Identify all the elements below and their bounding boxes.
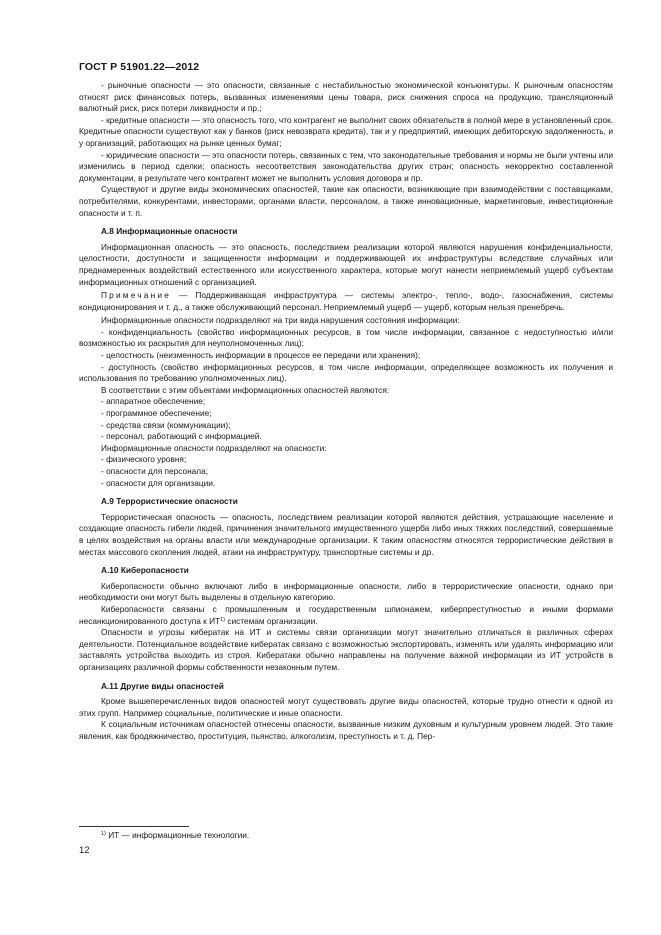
page-body (79, 80, 613, 742)
paragraph-social-hazards: К социальным источникам опасностей отнесены опасности, вызванные низким духовным и культурным уровнем людей. Это такие явления, как бродяжничество, проституция, пьянство, алкоголизм, преступность и т. д. Пер- (79, 719, 613, 741)
paragraph-cyber-attacks: Опасности и угрозы кибератак на ИТ и системы связи организации могут значительно отличаться в различных сферах деятельности. Потенциальное воздействие кибератак связано с возможностью экспортировать, изменять или удалять информацию или заставлять устройства выходить из строя. Кибератаки обычно направлены на получение важной информации из ИТ устройств в организациях различной формы собственности незаконным путем. (79, 627, 613, 672)
paragraph-info-objects: В соответствии с этим объектами информационных опасностей являются: (101, 384, 390, 395)
paragraph-other-economic: Существуют и другие виды экономических опасностей, такие как опасности, возникающие при взаимодействии с поставщиками, потребителями, конкурентами, инвесторами, органами власти, персоналом, а также инновационные, маркетинговые, инвестиционные опасности и т. п. (79, 184, 613, 218)
list-item-confidentiality: - конфиденциальность (свойство информационных ресурсов, в том числе информации, связанное с недоступностью и/или возможностью их раскрытия для неуполномоченных лиц); (79, 326, 613, 349)
footnote-text: ИТ — информационные технологии. (108, 830, 250, 840)
paragraph-info-levels: Информационные опасности подразделяют на опасности: (101, 442, 327, 453)
cyber-sources-text: Киберопасности связаны с промышленным и государственным шпионажем, киберпреступностью и иными формами несанкционированного доступа к ИТ (79, 603, 613, 626)
footnote-divider (79, 826, 189, 827)
footnote (101, 830, 249, 841)
footnote-reference[interactable]: 1) (220, 616, 226, 623)
note-paragraph (79, 290, 613, 313)
list-item-hardware: - аппаратное обеспечение; (101, 396, 206, 407)
paragraph-info-types: Информационные опасности подразделяют на три вида нарушения состояния информации: (101, 315, 460, 326)
list-item-integrity: - целостность (неизменность информации в процессе ее передачи или хранения); (101, 350, 421, 361)
paragraph-legal-risks: - юридические опасности — это опасности потерь, связанных с тем, что законодательные требования и нормы не были учтены или изменились в период сделки; опасность несоответствия законодательства других стран; опасность некорректно составленной документации, в результате чего контрагент может не выполнить условия договора и пр. (79, 149, 613, 183)
page-number: 12 (79, 845, 90, 856)
list-item-software: - программное обеспечение; (101, 408, 212, 419)
paragraph-other-hazards: Кроме вышеперечисленных видов опасностей могут существовать другие виды опасностей, которые трудно отнести к одной из этих групп. Например социальные, политические и иные опасности. (79, 696, 613, 718)
paragraph-cyber-sources (79, 604, 613, 627)
section-heading-a9: А.9 Террористические опасности (101, 496, 238, 507)
paragraph-credit-risks: - кредитные опасности — это опасность того, что контрагент не выполнит своих обязательств в полной мере в установленный срок. Кредитные опасности существуют как у банков (риск невозврата кредита), так и у предприятий, имеющих дебиторскую задолженность, и у организаций, работающих на рынке ценных бумаг; (79, 114, 613, 148)
note-text: — Поддерживающая инфраструктура — системы электро-, тепло-, водо-, газоснабжения, системы кондиционирования и т. д., а также обслуживающий персонал. Неприемлемый ущерб — ущерб, которым нельзя пренебречь. (79, 290, 613, 312)
note-label: Примечание (101, 290, 172, 301)
paragraph-info-definition: Информационная опасность — это опасность, последствием реализации которой являются нарушения конфиденциальности, целостности, доступности и защищенности информации и поддерживающей их инфраструктуры вследствие случайных или преднамеренных воздействий естественного или искусственного характера, которые могут нанести неприемлемый ущерб субъектам информационных отношений с организацией. (79, 241, 613, 287)
section-heading-a11: А.11 Другие виды опасностей (101, 680, 224, 691)
document-header: ГОСТ Р 51901.22—2012 (79, 61, 200, 73)
section-heading-a8: А.8 Информационные опасности (101, 226, 238, 237)
list-item-staff-risk: - опасности для персонала; (101, 466, 209, 476)
list-item-personnel: - персонал, работающий с информацией. (101, 431, 262, 442)
paragraph-market-risks: - рыночные опасности — это опасности, связанные с нестабильностью экономической конъюнктуры. К рыночным опасностям относят риск финансовых потерь, вызванных изменениями цены товара, риск снижения спроса на продукцию, трансляционный валютный риск, риск потери ликвидности и пр.; (79, 80, 613, 114)
list-item-physical: - физического уровня; (101, 454, 187, 465)
paragraph-terror-definition: Террористическая опасность — опасность, последствием реализации которой являются действия, устрашающие население и создающие опасность гибели людей, причинения значительного имущественного ущерба либо иных тяжких последствий, совершаемые в целях воздействия на органы власти или международные организации. К таким опасностям относятся террористические действия в местах массового скопления людей, атаки на инфраструктуру, транспортные системы и др. (79, 511, 613, 557)
list-item-org-risk: - опасности для организации. (101, 477, 216, 488)
list-item-availability: - доступность (свойство информационных ресурсов, в том числе информации, определяющее возможность их получения и использования по требованию уполномоченных лиц). (79, 361, 613, 384)
section-heading-a10: А.10 Киберопасности (101, 565, 189, 576)
list-item-communications: - средства связи (коммуникации); (101, 419, 231, 430)
cyber-sources-tail: системам организации. (225, 615, 318, 626)
paragraph-cyber-intro: Киберопасности обычно включают либо в информационные опасности, либо в террористические опасности, однако при необходимости они могут быть выделены в отдельную категорию. (79, 580, 613, 603)
footnote-marker: 1) (101, 831, 106, 837)
